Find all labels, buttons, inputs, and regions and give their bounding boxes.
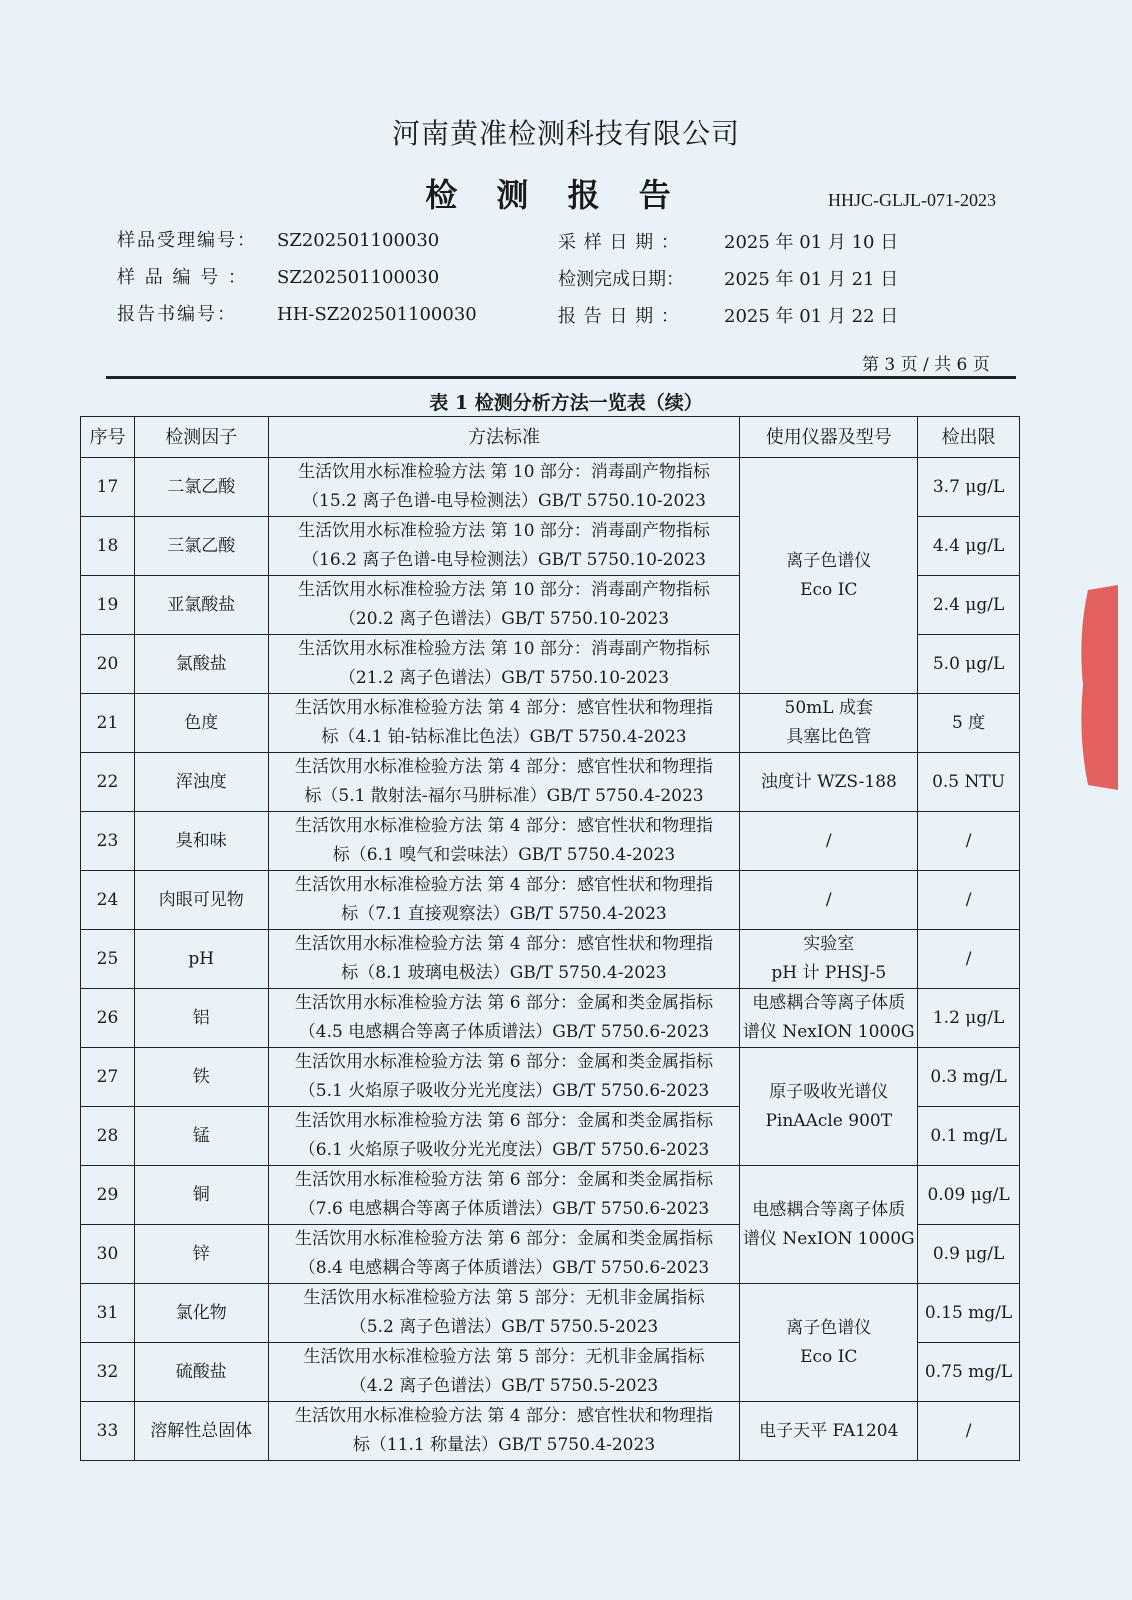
method-line: （5.1 火焰原子吸收分光光度法）GB/T 5750.6-2023 bbox=[298, 1081, 710, 1101]
instrument-line: 离子色谱仪 bbox=[786, 1317, 872, 1338]
test-factor: 亚氯酸盐 bbox=[134, 576, 268, 635]
method-line: 标（11.1 称量法）GB/T 5750.4-2023 bbox=[352, 1435, 656, 1455]
instrument-line: PinAAcle 900T bbox=[765, 1110, 893, 1131]
method-line: （4.5 电感耦合等离子体质谱法）GB/T 5750.6-2023 bbox=[298, 1022, 710, 1042]
detection-limit: / bbox=[918, 930, 1020, 989]
row-number: 23 bbox=[81, 812, 135, 871]
method-line: 生活饮用水标准检验方法 第 10 部分：消毒副产物指标 bbox=[298, 580, 710, 600]
table-row bbox=[81, 753, 1020, 812]
instrument bbox=[740, 989, 918, 1048]
detection-limit: / bbox=[918, 871, 1020, 930]
method-line: 标（8.1 玻璃电极法）GB/T 5750.4-2023 bbox=[341, 963, 667, 983]
field-label: 报告书编号： bbox=[117, 304, 237, 325]
table-row bbox=[81, 458, 1020, 517]
test-factor: 锰 bbox=[134, 1107, 268, 1166]
field-label: 报 告 日 期 ： bbox=[558, 306, 680, 327]
row-number: 17 bbox=[81, 458, 135, 517]
instrument bbox=[740, 930, 918, 989]
info-left bbox=[117, 226, 477, 337]
method-line: 生活饮用水标准检验方法 第 4 部分：感官性状和物理指 bbox=[294, 816, 714, 836]
instrument-line: Eco IC bbox=[800, 579, 858, 600]
red-seal-stamp bbox=[1078, 585, 1132, 790]
instrument bbox=[740, 753, 918, 812]
method-line: （16.2 离子色谱-电导检测法）GB/T 5750.10-2023 bbox=[302, 550, 706, 570]
detection-limit: 0.15 mg/L bbox=[918, 1284, 1020, 1343]
method-line: 生活饮用水标准检验方法 第 5 部分：无机非金属指标 bbox=[303, 1347, 705, 1367]
instrument-line: / bbox=[825, 889, 832, 910]
field-label: 样品受理编号： bbox=[117, 230, 257, 251]
method-line: 生活饮用水标准检验方法 第 6 部分：金属和类金属指标 bbox=[294, 1052, 714, 1072]
table-row bbox=[81, 1048, 1020, 1107]
method-standard bbox=[268, 989, 740, 1048]
field-value: 2025 年 01 月 22 日 bbox=[724, 306, 899, 327]
row-number: 25 bbox=[81, 930, 135, 989]
test-factor: 锌 bbox=[134, 1225, 268, 1284]
method-line: 生活饮用水标准检验方法 第 6 部分：金属和类金属指标 bbox=[294, 993, 714, 1013]
column-header: 序号 bbox=[81, 417, 135, 458]
report-title: 检 测 报 告 bbox=[425, 176, 685, 214]
method-standard bbox=[268, 694, 740, 753]
method-standard bbox=[268, 1107, 740, 1166]
method-line: 标（6.1 嗅气和尝味法）GB/T 5750.4-2023 bbox=[332, 845, 676, 865]
field-label: 样 品 编 号 ： bbox=[117, 267, 248, 288]
test-factor: pH bbox=[134, 930, 268, 989]
instrument-line: pH 计 PHSJ-5 bbox=[771, 963, 887, 983]
table-row bbox=[81, 1166, 1020, 1225]
divider bbox=[106, 376, 1016, 379]
row-number: 18 bbox=[81, 517, 135, 576]
method-standard bbox=[268, 576, 740, 635]
test-factor: 铁 bbox=[134, 1048, 268, 1107]
instrument-line: 电子天平 FA1204 bbox=[759, 1420, 899, 1441]
method-line: （5.2 离子色谱法）GB/T 5750.5-2023 bbox=[349, 1317, 659, 1337]
method-line: 标（7.1 直接观察法）GB/T 5750.4-2023 bbox=[341, 904, 667, 924]
row-number: 31 bbox=[81, 1284, 135, 1343]
detection-limit: 0.1 mg/L bbox=[918, 1107, 1020, 1166]
method-line: （20.2 离子色谱法）GB/T 5750.10-2023 bbox=[338, 609, 670, 629]
method-standard bbox=[268, 930, 740, 989]
test-factor: 硫酸盐 bbox=[134, 1343, 268, 1402]
method-line: 生活饮用水标准检验方法 第 4 部分：感官性状和物理指 bbox=[294, 875, 714, 895]
method-standard bbox=[268, 517, 740, 576]
test-factor: 溶解性总固体 bbox=[134, 1402, 268, 1461]
instrument bbox=[740, 1166, 918, 1284]
detection-limit: 0.5 NTU bbox=[918, 753, 1020, 812]
field-value: SZ202501100030 bbox=[277, 230, 440, 251]
test-factor: 臭和味 bbox=[134, 812, 268, 871]
row-number: 29 bbox=[81, 1166, 135, 1225]
instrument bbox=[740, 1284, 918, 1402]
field-label: 采 样 日 期 ： bbox=[558, 232, 680, 253]
instrument-line: 离子色谱仪 bbox=[786, 550, 872, 571]
table-row bbox=[81, 1402, 1020, 1461]
field-value: 2025 年 01 月 10 日 bbox=[724, 232, 899, 253]
method-line: （4.2 离子色谱法）GB/T 5750.5-2023 bbox=[349, 1376, 659, 1396]
detection-limit: 5 度 bbox=[918, 694, 1020, 753]
instrument bbox=[740, 1402, 918, 1461]
method-standard bbox=[268, 1225, 740, 1284]
method-standard bbox=[268, 1343, 740, 1402]
method-standard bbox=[268, 753, 740, 812]
instrument-line: 原子吸收光谱仪 bbox=[769, 1081, 889, 1102]
instrument-line: 实验室 bbox=[803, 934, 855, 954]
detection-limit: 3.7 μg/L bbox=[918, 458, 1020, 517]
method-standard bbox=[268, 871, 740, 930]
method-standard bbox=[268, 635, 740, 694]
method-line: （6.1 火焰原子吸收分光光度法）GB/T 5750.6-2023 bbox=[298, 1140, 710, 1160]
instrument-line: 谱仪 NexION 1000G bbox=[742, 1228, 915, 1249]
method-standard bbox=[268, 1048, 740, 1107]
detection-limit: 0.9 μg/L bbox=[918, 1225, 1020, 1284]
detection-limit: / bbox=[918, 812, 1020, 871]
instrument-line: 电感耦合等离子体质 bbox=[752, 993, 906, 1013]
test-factor: 氯酸盐 bbox=[134, 635, 268, 694]
method-standard bbox=[268, 1166, 740, 1225]
field-value: 2025 年 01 月 21 日 bbox=[724, 269, 899, 290]
detection-limit: 0.09 μg/L bbox=[918, 1166, 1020, 1225]
instrument bbox=[740, 694, 918, 753]
instrument-line: 谱仪 NexION 1000G bbox=[742, 1022, 915, 1042]
method-standard bbox=[268, 812, 740, 871]
instrument bbox=[740, 1048, 918, 1166]
test-factor: 肉眼可见物 bbox=[134, 871, 268, 930]
row-number: 32 bbox=[81, 1343, 135, 1402]
test-factor: 色度 bbox=[134, 694, 268, 753]
method-line: 生活饮用水标准检验方法 第 10 部分：消毒副产物指标 bbox=[298, 462, 710, 482]
column-header: 检出限 bbox=[918, 417, 1020, 458]
method-line: 生活饮用水标准检验方法 第 4 部分：感官性状和物理指 bbox=[294, 698, 714, 718]
company-name: 河南黄准检测科技有限公司 bbox=[391, 117, 740, 150]
method-line: （7.6 电感耦合等离子体质谱法）GB/T 5750.6-2023 bbox=[298, 1199, 710, 1219]
test-factor: 三氯乙酸 bbox=[134, 517, 268, 576]
row-number: 20 bbox=[81, 635, 135, 694]
method-line: 生活饮用水标准检验方法 第 6 部分：金属和类金属指标 bbox=[294, 1111, 714, 1131]
method-standard bbox=[268, 458, 740, 517]
row-number: 30 bbox=[81, 1225, 135, 1284]
info-right bbox=[558, 228, 898, 339]
method-line: 生活饮用水标准检验方法 第 4 部分：感官性状和物理指 bbox=[294, 934, 714, 954]
detection-limit: 0.75 mg/L bbox=[918, 1343, 1020, 1402]
field-value: HH-SZ202501100030 bbox=[277, 304, 477, 325]
instrument-line: / bbox=[825, 830, 832, 851]
method-line: 标（4.1 铂-钴标准比色法）GB/T 5750.4-2023 bbox=[321, 727, 687, 747]
instrument-line: 50mL 成套 bbox=[784, 698, 873, 718]
table-row bbox=[81, 812, 1020, 871]
table-caption: 表 1 检测分析方法一览表（续） bbox=[429, 392, 703, 414]
method-line: 生活饮用水标准检验方法 第 6 部分：金属和类金属指标 bbox=[294, 1229, 714, 1249]
row-number: 27 bbox=[81, 1048, 135, 1107]
test-factor: 氯化物 bbox=[134, 1284, 268, 1343]
instrument-line: 电感耦合等离子体质 bbox=[752, 1199, 906, 1220]
table-row bbox=[81, 871, 1020, 930]
instrument-line: 具塞比色管 bbox=[786, 727, 872, 747]
method-standard bbox=[268, 1402, 740, 1461]
detection-limit: 5.0 μg/L bbox=[918, 635, 1020, 694]
test-factor: 铝 bbox=[134, 989, 268, 1048]
table-row bbox=[81, 1284, 1020, 1343]
row-number: 21 bbox=[81, 694, 135, 753]
row-number: 28 bbox=[81, 1107, 135, 1166]
method-line: （8.4 电感耦合等离子体质谱法）GB/T 5750.6-2023 bbox=[298, 1258, 710, 1278]
method-line: 生活饮用水标准检验方法 第 5 部分：无机非金属指标 bbox=[303, 1288, 705, 1308]
test-factor: 浑浊度 bbox=[134, 753, 268, 812]
instrument bbox=[740, 871, 918, 930]
table-row bbox=[81, 694, 1020, 753]
method-line: 生活饮用水标准检验方法 第 4 部分：感官性状和物理指 bbox=[294, 757, 714, 777]
detection-limit: 1.2 μg/L bbox=[918, 989, 1020, 1048]
method-line: 标（5.1 散射法-福尔马肼标准）GB/T 5750.4-2023 bbox=[304, 786, 704, 806]
column-header: 方法标准 bbox=[268, 417, 740, 458]
detection-limit: 2.4 μg/L bbox=[918, 576, 1020, 635]
method-line: 生活饮用水标准检验方法 第 10 部分：消毒副产物指标 bbox=[298, 639, 710, 659]
column-header: 使用仪器及型号 bbox=[740, 417, 918, 458]
method-line: 生活饮用水标准检验方法 第 10 部分：消毒副产物指标 bbox=[298, 521, 710, 541]
column-header: 检测因子 bbox=[134, 417, 268, 458]
method-line: （21.2 离子色谱法）GB/T 5750.10-2023 bbox=[338, 668, 670, 688]
row-number: 22 bbox=[81, 753, 135, 812]
method-standard bbox=[268, 1284, 740, 1343]
detection-limit: 0.3 mg/L bbox=[918, 1048, 1020, 1107]
field-label: 检测完成日期： bbox=[558, 269, 684, 290]
detection-limit: / bbox=[918, 1402, 1020, 1461]
table-row bbox=[81, 930, 1020, 989]
table-header-row bbox=[81, 417, 1020, 458]
method-line: 生活饮用水标准检验方法 第 6 部分：金属和类金属指标 bbox=[294, 1170, 714, 1190]
instrument-line: 浊度计 WZS-188 bbox=[760, 771, 897, 792]
test-factor: 二氯乙酸 bbox=[134, 458, 268, 517]
row-number: 24 bbox=[81, 871, 135, 930]
field-value: SZ202501100030 bbox=[277, 267, 440, 288]
document-number: HHJC-GLJL-071-2023 bbox=[828, 190, 996, 210]
method-line: （15.2 离子色谱-电导检测法）GB/T 5750.10-2023 bbox=[302, 491, 706, 511]
row-number: 19 bbox=[81, 576, 135, 635]
detection-limit: 4.4 μg/L bbox=[918, 517, 1020, 576]
table-row bbox=[81, 989, 1020, 1048]
method-line: 生活饮用水标准检验方法 第 4 部分：感官性状和物理指 bbox=[294, 1406, 714, 1426]
instrument bbox=[740, 812, 918, 871]
instrument bbox=[740, 458, 918, 694]
instrument-line: Eco IC bbox=[800, 1346, 858, 1367]
page-info: 第 3 页 / 共 6 页 bbox=[862, 355, 990, 375]
row-number: 33 bbox=[81, 1402, 135, 1461]
methods-table bbox=[80, 416, 1020, 1461]
test-factor: 铜 bbox=[134, 1166, 268, 1225]
row-number: 26 bbox=[81, 989, 135, 1048]
